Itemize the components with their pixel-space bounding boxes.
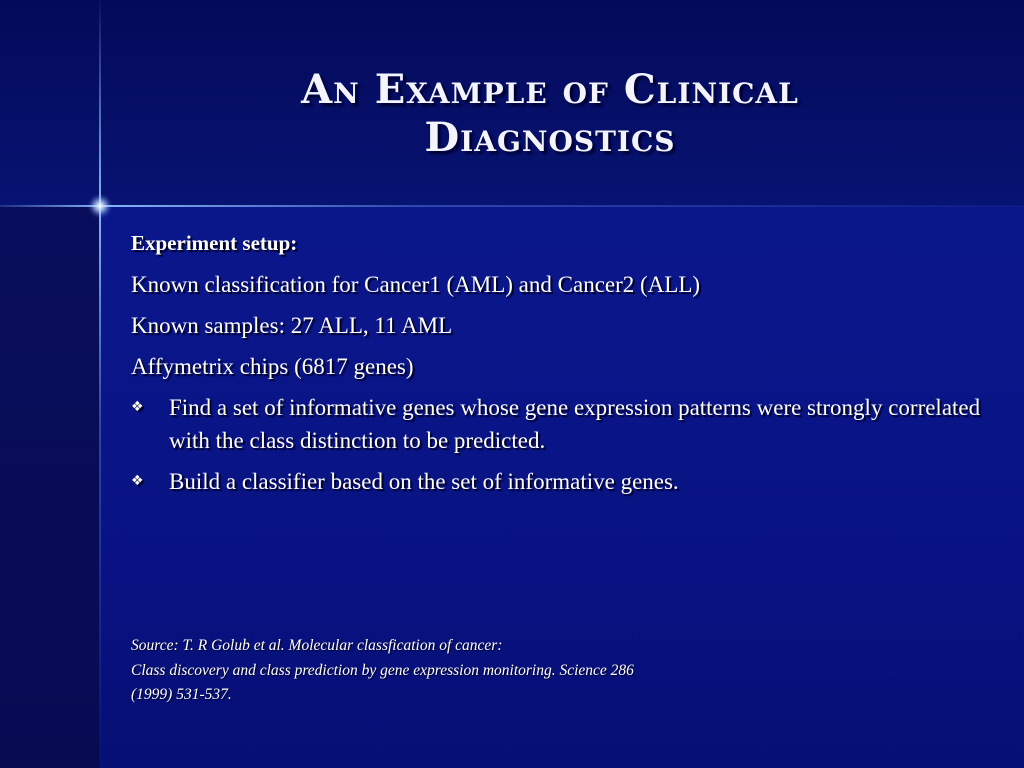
citation-line: Source: T. R Golub et al. Molecular classfication of cancer: xyxy=(131,637,503,654)
title-line-1: An Example of Clinical xyxy=(301,66,799,113)
body-line: Known samples: 27 ALL, 11 AML xyxy=(131,313,453,338)
slide-body xyxy=(131,227,1001,506)
section-heading: Experiment setup: xyxy=(131,231,298,255)
diamond-bullet-icon: ❖ xyxy=(131,399,144,415)
bullet-item xyxy=(131,391,1001,457)
citation-line: (1999) 531-537. xyxy=(131,686,232,703)
slide-title xyxy=(120,66,980,162)
citation-line: Class discovery and class prediction by gene expression monitoring. Science 286 xyxy=(131,661,634,679)
vertical-accent-line xyxy=(99,0,101,768)
body-line: Known classification for Cancer1 (AML) and Cancer2 (ALL) xyxy=(131,272,701,297)
source-citation xyxy=(131,634,991,708)
body-line: Affymetrix chips (6817 genes) xyxy=(131,354,414,379)
bullet-item xyxy=(131,465,1001,498)
horizontal-accent-line xyxy=(0,205,1024,207)
title-line-2: Diagnostics xyxy=(424,114,676,161)
diamond-bullet-icon: ❖ xyxy=(131,473,144,489)
bullet-text: Build a classifier based on the set of informative genes. xyxy=(169,469,679,494)
bullet-text: Find a set of informative genes whose gene expression patterns were strongly correlated with the class distinction to be predicted. xyxy=(169,395,981,453)
sparkle-icon xyxy=(88,194,112,218)
